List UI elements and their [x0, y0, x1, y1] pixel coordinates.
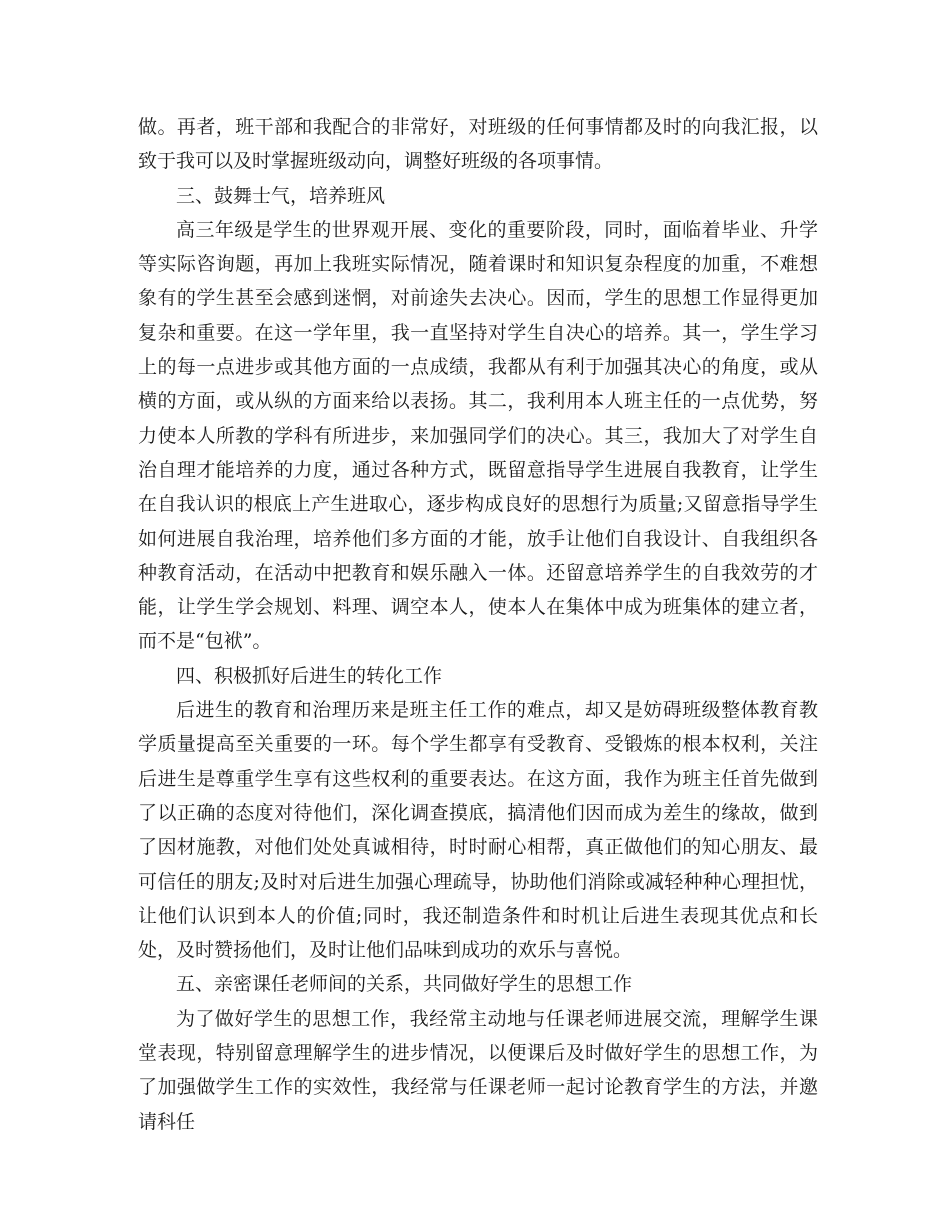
paragraph-continuation: 做。再者，班干部和我配合的非常好，对班级的任何事情都及时的向我汇报，以致于我可以及时掌握班级动向，调整好班级的各项事情。	[138, 116, 818, 173]
section-heading-3: 三、鼓舞士气，培养班风	[176, 184, 386, 207]
paragraph-body: 为了做好学生的思想工作，我经常主动地与任课老师进展交流，理解学生课堂表现，特别留意理解学生的进步情况，以便课后及时做好学生的思想工作，为了加强做学生工作的实效性，我经常与任课老师一起讨论教育学生的方法，并邀请科任	[138, 1007, 818, 1133]
section-heading-4: 四、积极抓好后进生的转化工作	[176, 664, 443, 687]
paragraph-body: 高三年级是学生的世界观开展、变化的重要阶段，同时，面临着毕业、升学等实际咨询题，再加上我班实际情况，随着课时和知识复杂程度的加重，不难想象有的学生甚至会感到迷惘，对前途失去决心。因而，学生的思想工作显得更加复杂和重要。在这一学年里，我一直坚持对学生自决心的培养。其一，学生学习上的每一点进步或其他方面的一点成绩，我都从有利于加强其决心的角度，或从横的方面，或从纵的方面来给以表扬。其二，我利用本人班主任的一点优势，努力使本人所教的学科有所进步，来加强同学们的决心。其三，我加大了对学生自治自理才能培养的力度，通过各种方式，既留意指导学生进展自我教育，让学生在自我认识的根底上产生进取心，逐步构成良好的思想行为质量;又留意指导学生如何进展自我治理，培养他们多方面的才能，放手让他们自我设计、自我组织各种教育活动，在活动中把教育和娱乐融入一体。还留意培养学生的自我效劳的才能，让学生学会规划、料理、调空本人，使本人在集体中成为班集体的建立者，而不是“包袱”。	[138, 218, 818, 653]
section-heading-5: 五、亲密课任老师间的关系，共同做好学生的思想工作	[176, 973, 633, 996]
document-body	[138, 110, 818, 1139]
paragraph-body: 后进生的教育和治理历来是班主任工作的难点，却又是妨碍班级整体教育教学质量提高至关重要的一环。每个学生都享有受教育、受锻炼的根本权利，关注后进生是尊重学生享有这些权利的重要表达。在这方面，我作为班主任首先做到了以正确的态度对待他们，深化调查摸底，搞清他们因而成为差生的缘故，做到了因材施教，对他们处处真诚相待，时时耐心相帮，真正做他们的知心朋友、最可信任的朋友;及时对后进生加强心理疏导，协助他们消除或减轻种种心理担忧，让他们认识到本人的价值;同时，我还制造条件和时机让后进生表现其优点和长处，及时赞扬他们，及时让他们品味到成功的欢乐与喜悦。	[138, 699, 818, 962]
